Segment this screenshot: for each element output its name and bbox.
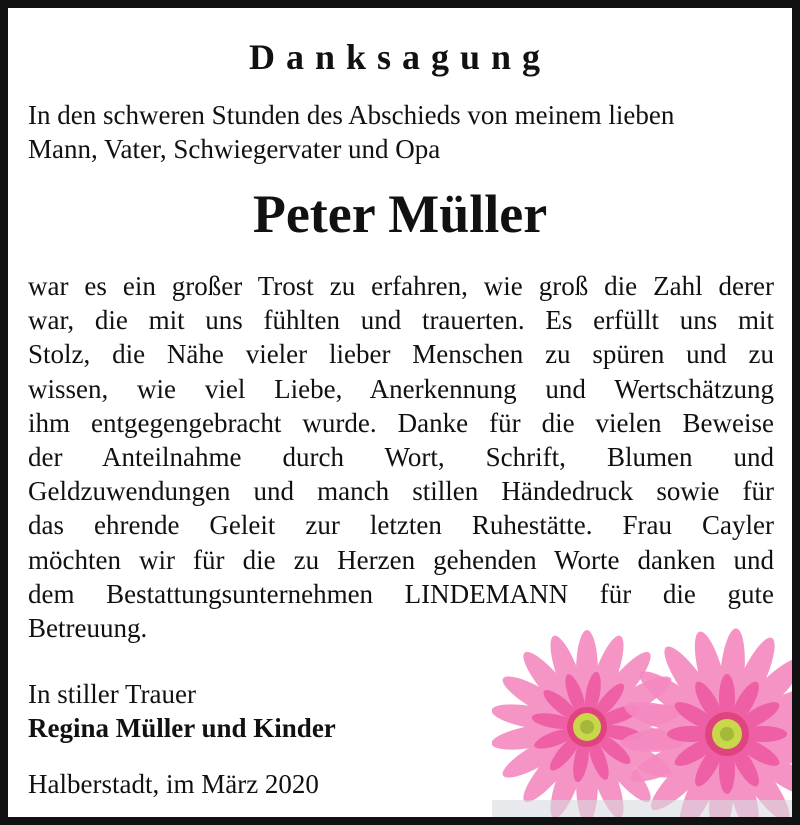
body-line: war, die mit uns fühlten und trauerten. Es erfüllt uns mit	[28, 305, 774, 336]
notice-heading: Danksagung	[248, 37, 552, 77]
body-text	[28, 269, 774, 645]
body-line: wissen, wie viel Liebe, Anerkennung und Wertschätzung	[28, 373, 774, 404]
body-line: der Anteilnahme durch Wort, Schrift, Blumen und	[28, 442, 774, 473]
intro-line: Mann, Vater, Schwiegervater und Opa	[28, 134, 441, 164]
deceased-name: Peter Müller	[252, 184, 548, 244]
signers: Regina Müller und Kinder	[28, 713, 336, 743]
body-line: das ehrende Geleit zur letzten Ruhestätte. Frau Cayler	[28, 510, 774, 541]
intro-line: In den schweren Stunden des Abschieds von meinem lieben	[28, 100, 675, 130]
body-line: Betreuung.	[28, 613, 148, 644]
flowers-decoration-icon	[492, 622, 792, 817]
mourning-block	[28, 677, 336, 745]
mourning-label: In stiller Trauer	[28, 679, 196, 709]
body-line: ihm entgegengebracht wurde. Danke für die vielen Beweise	[28, 407, 774, 438]
body-line: möchten wir für die zu Herzen gehenden Worte danken und	[28, 544, 774, 575]
body-line: Stolz, die Nähe vieler lieber Menschen zu spüren und zu	[28, 339, 774, 370]
body-line: war es ein großer Trost zu erfahren, wie groß die Zahl derer	[28, 271, 774, 301]
body-line: Geldzuwendungen und manch stillen Händedruck sowie für	[28, 476, 774, 507]
body-line: dem Bestattungsunternehmen LINDEMANN für die gute	[28, 578, 774, 609]
intro-text	[28, 98, 774, 166]
place-date: Halberstadt, im März 2020	[28, 769, 319, 799]
